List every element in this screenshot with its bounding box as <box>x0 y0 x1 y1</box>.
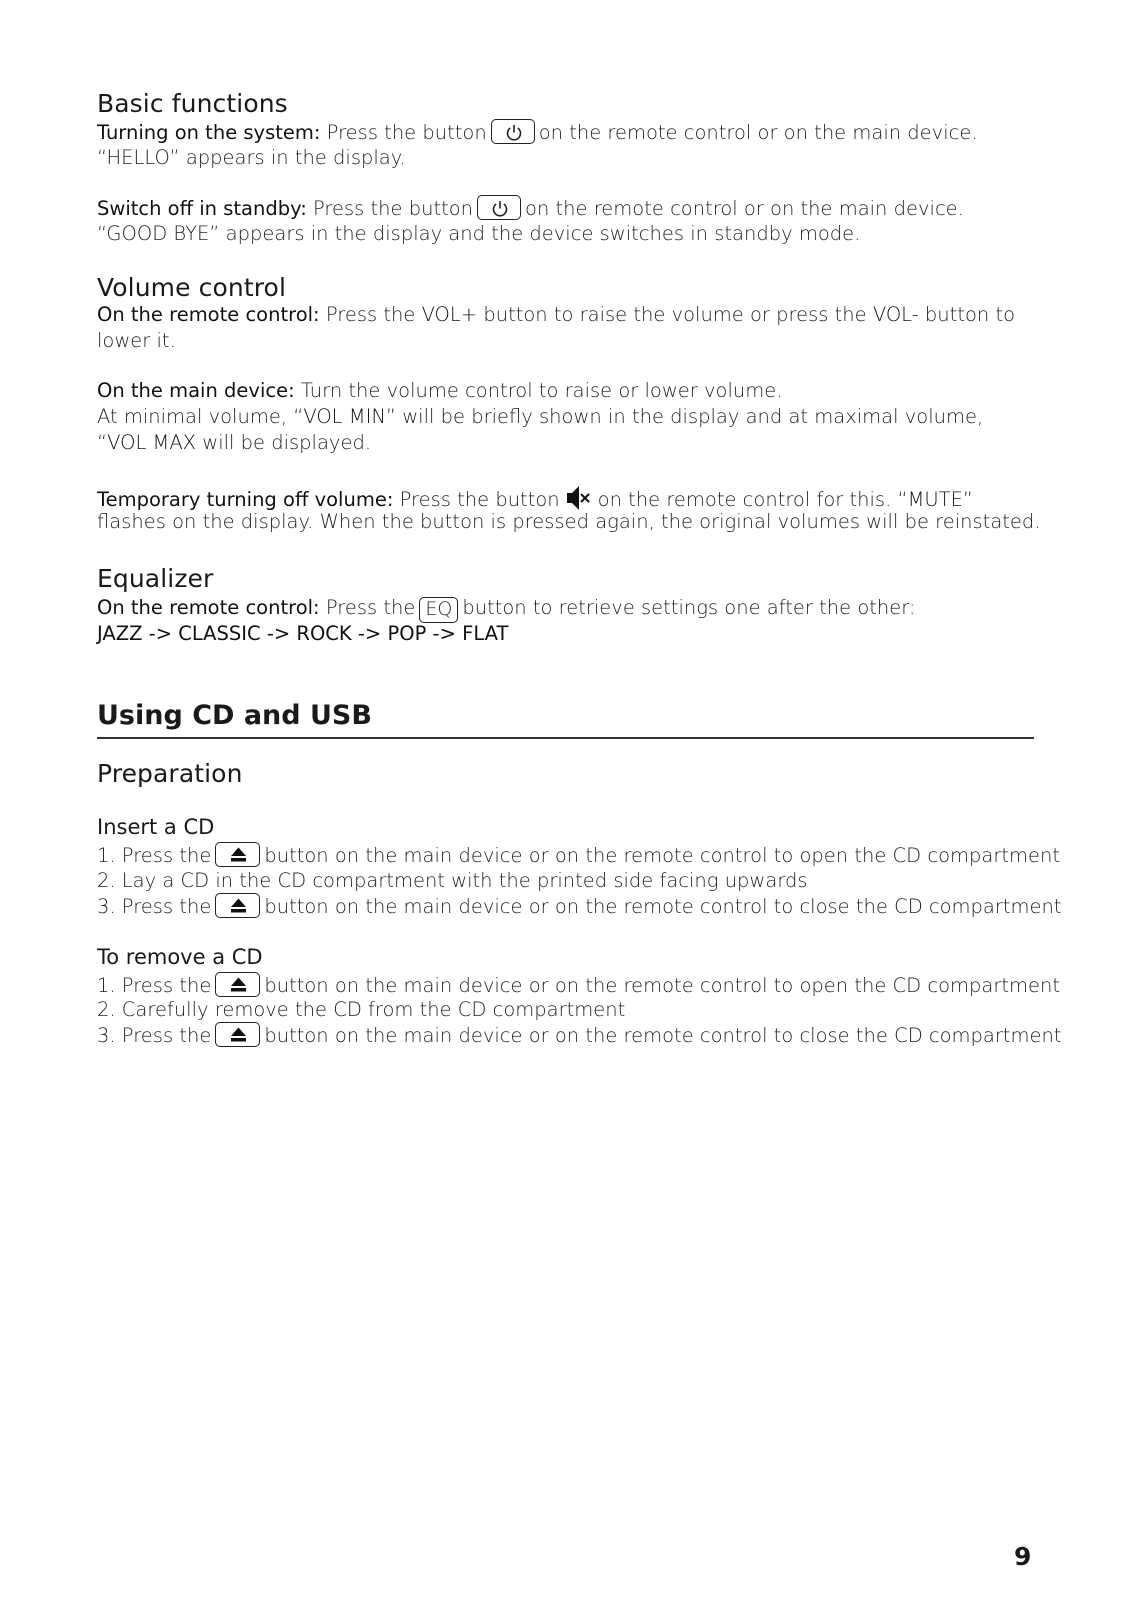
heading-insert-cd: Insert a CD <box>97 815 215 839</box>
text-mute-2: on the remote control for this. <box>597 488 892 511</box>
text-turn-on-2: on the remote control or on the main device. <box>538 121 978 144</box>
insert-step-1-b: button on the main device or on the remote control to open the CD compartment <box>264 844 1060 867</box>
remove-step-1-a: 1. Press the <box>97 974 212 997</box>
text-vol-min-a: At minimal volume, <box>97 405 288 428</box>
heading-preparation: Preparation <box>97 759 243 788</box>
text-standby-2: on the remote control or on the main device. <box>525 197 964 220</box>
insert-step-1-a: 1. Press the <box>97 844 212 867</box>
heading-volume-control: Volume control <box>97 273 286 302</box>
text-lower-it: lower it. <box>97 329 176 352</box>
label-turn-on: Turning on the system: <box>97 121 321 144</box>
para-vol-max <box>97 430 371 456</box>
para-volume-remote <box>97 302 1015 328</box>
key-vol-min: “VOL MIN” <box>293 405 397 428</box>
label-volume-main: On the main device: <box>97 379 295 402</box>
key-vol-plus: VOL+ <box>421 303 478 326</box>
eject-icon <box>215 1022 260 1047</box>
label-standby: Switch off in standby: <box>97 197 307 220</box>
para-standby <box>97 195 964 222</box>
section-divider <box>97 737 1034 739</box>
text-goodbye: “GOOD BYE” appears in the display and the device switches in standby mode. <box>97 222 861 245</box>
insert-step-3-a: 3. Press the <box>97 895 212 918</box>
para-equalizer <box>97 595 916 623</box>
insert-step-3-b: button on the main device or on the remote control to close the CD compartment <box>264 895 1062 918</box>
remove-step-1 <box>97 972 1060 999</box>
label-volume-remote: On the remote control: <box>97 303 320 326</box>
eject-icon <box>215 893 260 918</box>
remove-step-2: 2. Carefully remove the CD from the CD compartment <box>97 998 626 1021</box>
insert-step-1 <box>97 842 1060 869</box>
remove-step-3 <box>97 1022 1062 1049</box>
para-turn-on <box>97 119 978 146</box>
section-title: Using CD and USB <box>97 700 372 731</box>
text-eq-2: button to retrieve settings one after the other: <box>462 596 916 619</box>
remove-step-3-b: button on the main device or on the remote control to close the CD compartment <box>264 1024 1062 1047</box>
heading-equalizer: Equalizer <box>97 564 214 593</box>
para-volume-main <box>97 378 782 404</box>
insert-step-3 <box>97 893 1062 920</box>
remove-step-3-a: 3. Press the <box>97 1024 212 1047</box>
power-icon <box>477 195 521 220</box>
label-mute: Temporary turning off volume: <box>97 488 394 511</box>
text-mute-line2: flashes on the display. When the button is pressed again, the original volumes will be reinstated. <box>97 510 1041 533</box>
para-vol-min <box>97 404 983 430</box>
eject-icon <box>215 972 260 997</box>
text-standby-1: Press the button <box>312 197 474 220</box>
text-volume-remote-1: Press the <box>325 303 416 326</box>
insert-step-2: 2. Lay a CD in the CD compartment with the printed side facing upwards <box>97 869 808 892</box>
text-hello: “HELLO” appears in the display. <box>97 146 406 169</box>
eq-sequence: JAZZ -> CLASSIC -> ROCK -> POP -> FLAT <box>97 622 509 645</box>
text-volume-remote-3: button to <box>918 303 1016 326</box>
page-number: 9 <box>1014 1542 1032 1571</box>
key-vol-minus: VOL- <box>872 303 919 326</box>
key-vol-max: “VOL MAX <box>97 431 197 454</box>
power-icon <box>491 119 535 144</box>
key-mute: “MUTE” <box>897 488 974 511</box>
text-vol-min-b: will be briefly shown in the display and at maximal volume, <box>402 405 984 428</box>
text-vol-max: will be displayed. <box>202 431 372 454</box>
heading-remove-cd: To remove a CD <box>97 945 263 969</box>
label-equalizer: On the remote control: <box>97 596 320 619</box>
eject-icon <box>215 842 260 867</box>
text-volume-remote-2: button to raise the volume or press the <box>483 303 867 326</box>
text-mute-1: Press the button <box>399 488 560 511</box>
text-eq-1: Press the <box>325 596 416 619</box>
heading-basic-functions: Basic functions <box>97 89 288 118</box>
text-volume-main-1: Turn the volume control to raise or lower volume. <box>300 379 783 402</box>
text-turn-on-1: Press the button <box>326 121 487 144</box>
eq-button-icon: EQ <box>419 597 458 623</box>
remove-step-1-b: button on the main device or on the remote control to open the CD compartment <box>264 974 1060 997</box>
